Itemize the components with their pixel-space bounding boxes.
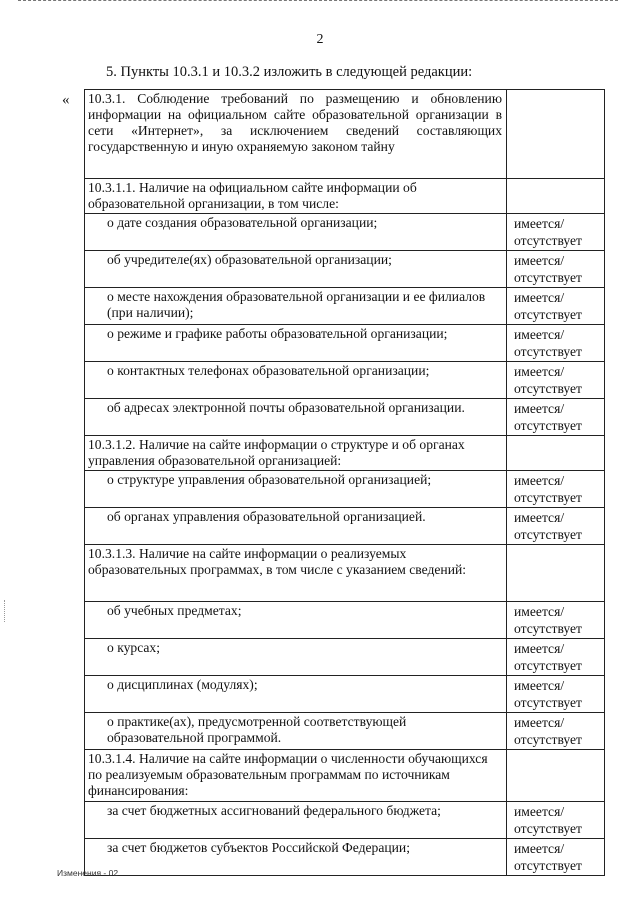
status-cell: имеется/ отсутствует [507, 251, 605, 288]
status-cell: имеется/ отсутствует [507, 471, 605, 508]
section-header-text: 10.3.1.3. Наличие на сайте информации о реализуемых образовательных программах, в том числе с указанием сведений: [85, 545, 507, 602]
criterion-text: об учредителе(ях) образовательной организации; [85, 251, 507, 288]
amendment-intro: 5. Пункты 10.3.1 и 10.3.2 изложить в следующей редакции: [106, 64, 473, 80]
status-cell [507, 750, 605, 802]
status-cell: имеется/ отсутствует [507, 325, 605, 362]
status-cell [507, 90, 605, 179]
page-number: 2 [316, 32, 324, 47]
status-cell: имеется/ отсутствует [507, 508, 605, 545]
section-header-row [85, 179, 605, 214]
status-cell: имеется/ отсутствует [507, 362, 605, 399]
status-cell: имеется/ отсутствует [507, 214, 605, 251]
status-cell: имеется/ отсутствует [507, 802, 605, 839]
section-header-row [85, 90, 605, 179]
criterion-row [85, 508, 605, 545]
margin-scan-mark [4, 600, 6, 622]
section-header-row [85, 750, 605, 802]
requirements-table [84, 89, 605, 876]
top-scan-rule [18, 0, 618, 3]
criterion-text: о практике(ах), предусмотренной соответствующей образовательной программой. [85, 713, 507, 750]
status-cell: имеется/ отсутствует [507, 639, 605, 676]
criterion-row [85, 471, 605, 508]
criterion-row [85, 639, 605, 676]
status-cell: имеется/ отсутствует [507, 288, 605, 325]
criterion-text: об органах управления образовательной организацией. [85, 508, 507, 545]
section-header-row [85, 545, 605, 602]
section-header-text: 10.3.1.4. Наличие на сайте информации о численности обучающихся по реализуемым образовательным программам по источникам финансирования: [85, 750, 507, 802]
criterion-text: об учебных предметах; [85, 602, 507, 639]
criterion-row [85, 713, 605, 750]
criterion-text: о дате создания образовательной организации; [85, 214, 507, 251]
section-header-text: 10.3.1.1. Наличие на официальном сайте информации об образовательной организации, в том числе: [85, 179, 507, 214]
footer-revision-label: Изменения - 02 [57, 868, 119, 878]
criterion-text: о курсах; [85, 639, 507, 676]
status-cell: имеется/ отсутствует [507, 839, 605, 876]
criterion-text: за счет бюджетов субъектов Российской Федерации; [85, 839, 507, 876]
criterion-row [85, 214, 605, 251]
status-cell: имеется/ отсутствует [507, 602, 605, 639]
criterion-text: за счет бюджетных ассигнований федерального бюджета; [85, 802, 507, 839]
section-header-text: 10.3.1. Соблюдение требований по размещению и обновлению информации на официальном сайте образовательной организации в сети «Интернет», за исключением сведений составляющих государственную и иную охраняемую законом тайну [85, 90, 507, 179]
section-header-text: 10.3.1.2. Наличие на сайте информации о структуре и об органах управления образовательной организацией: [85, 436, 507, 471]
criterion-text: о контактных телефонах образовательной организации; [85, 362, 507, 399]
opening-quote-mark: « [62, 92, 70, 108]
criterion-text: об адресах электронной почты образовательной организации. [85, 399, 507, 436]
criterion-row [85, 602, 605, 639]
section-header-row [85, 436, 605, 471]
status-cell [507, 436, 605, 471]
criterion-text: о месте нахождения образовательной организации и ее филиалов (при наличии); [85, 288, 507, 325]
criterion-text: о структуре управления образовательной организацией; [85, 471, 507, 508]
criterion-row [85, 325, 605, 362]
status-cell: имеется/ отсутствует [507, 713, 605, 750]
criterion-text: о дисциплинах (модулях); [85, 676, 507, 713]
criterion-row [85, 839, 605, 876]
requirements-table-body [85, 90, 605, 876]
criterion-row [85, 251, 605, 288]
criterion-row [85, 802, 605, 839]
criterion-row [85, 288, 605, 325]
status-cell: имеется/ отсутствует [507, 399, 605, 436]
criterion-row [85, 399, 605, 436]
criterion-text: о режиме и графике работы образовательной организации; [85, 325, 507, 362]
status-cell [507, 179, 605, 214]
status-cell [507, 545, 605, 602]
status-cell: имеется/ отсутствует [507, 676, 605, 713]
criterion-row [85, 362, 605, 399]
criterion-row [85, 676, 605, 713]
